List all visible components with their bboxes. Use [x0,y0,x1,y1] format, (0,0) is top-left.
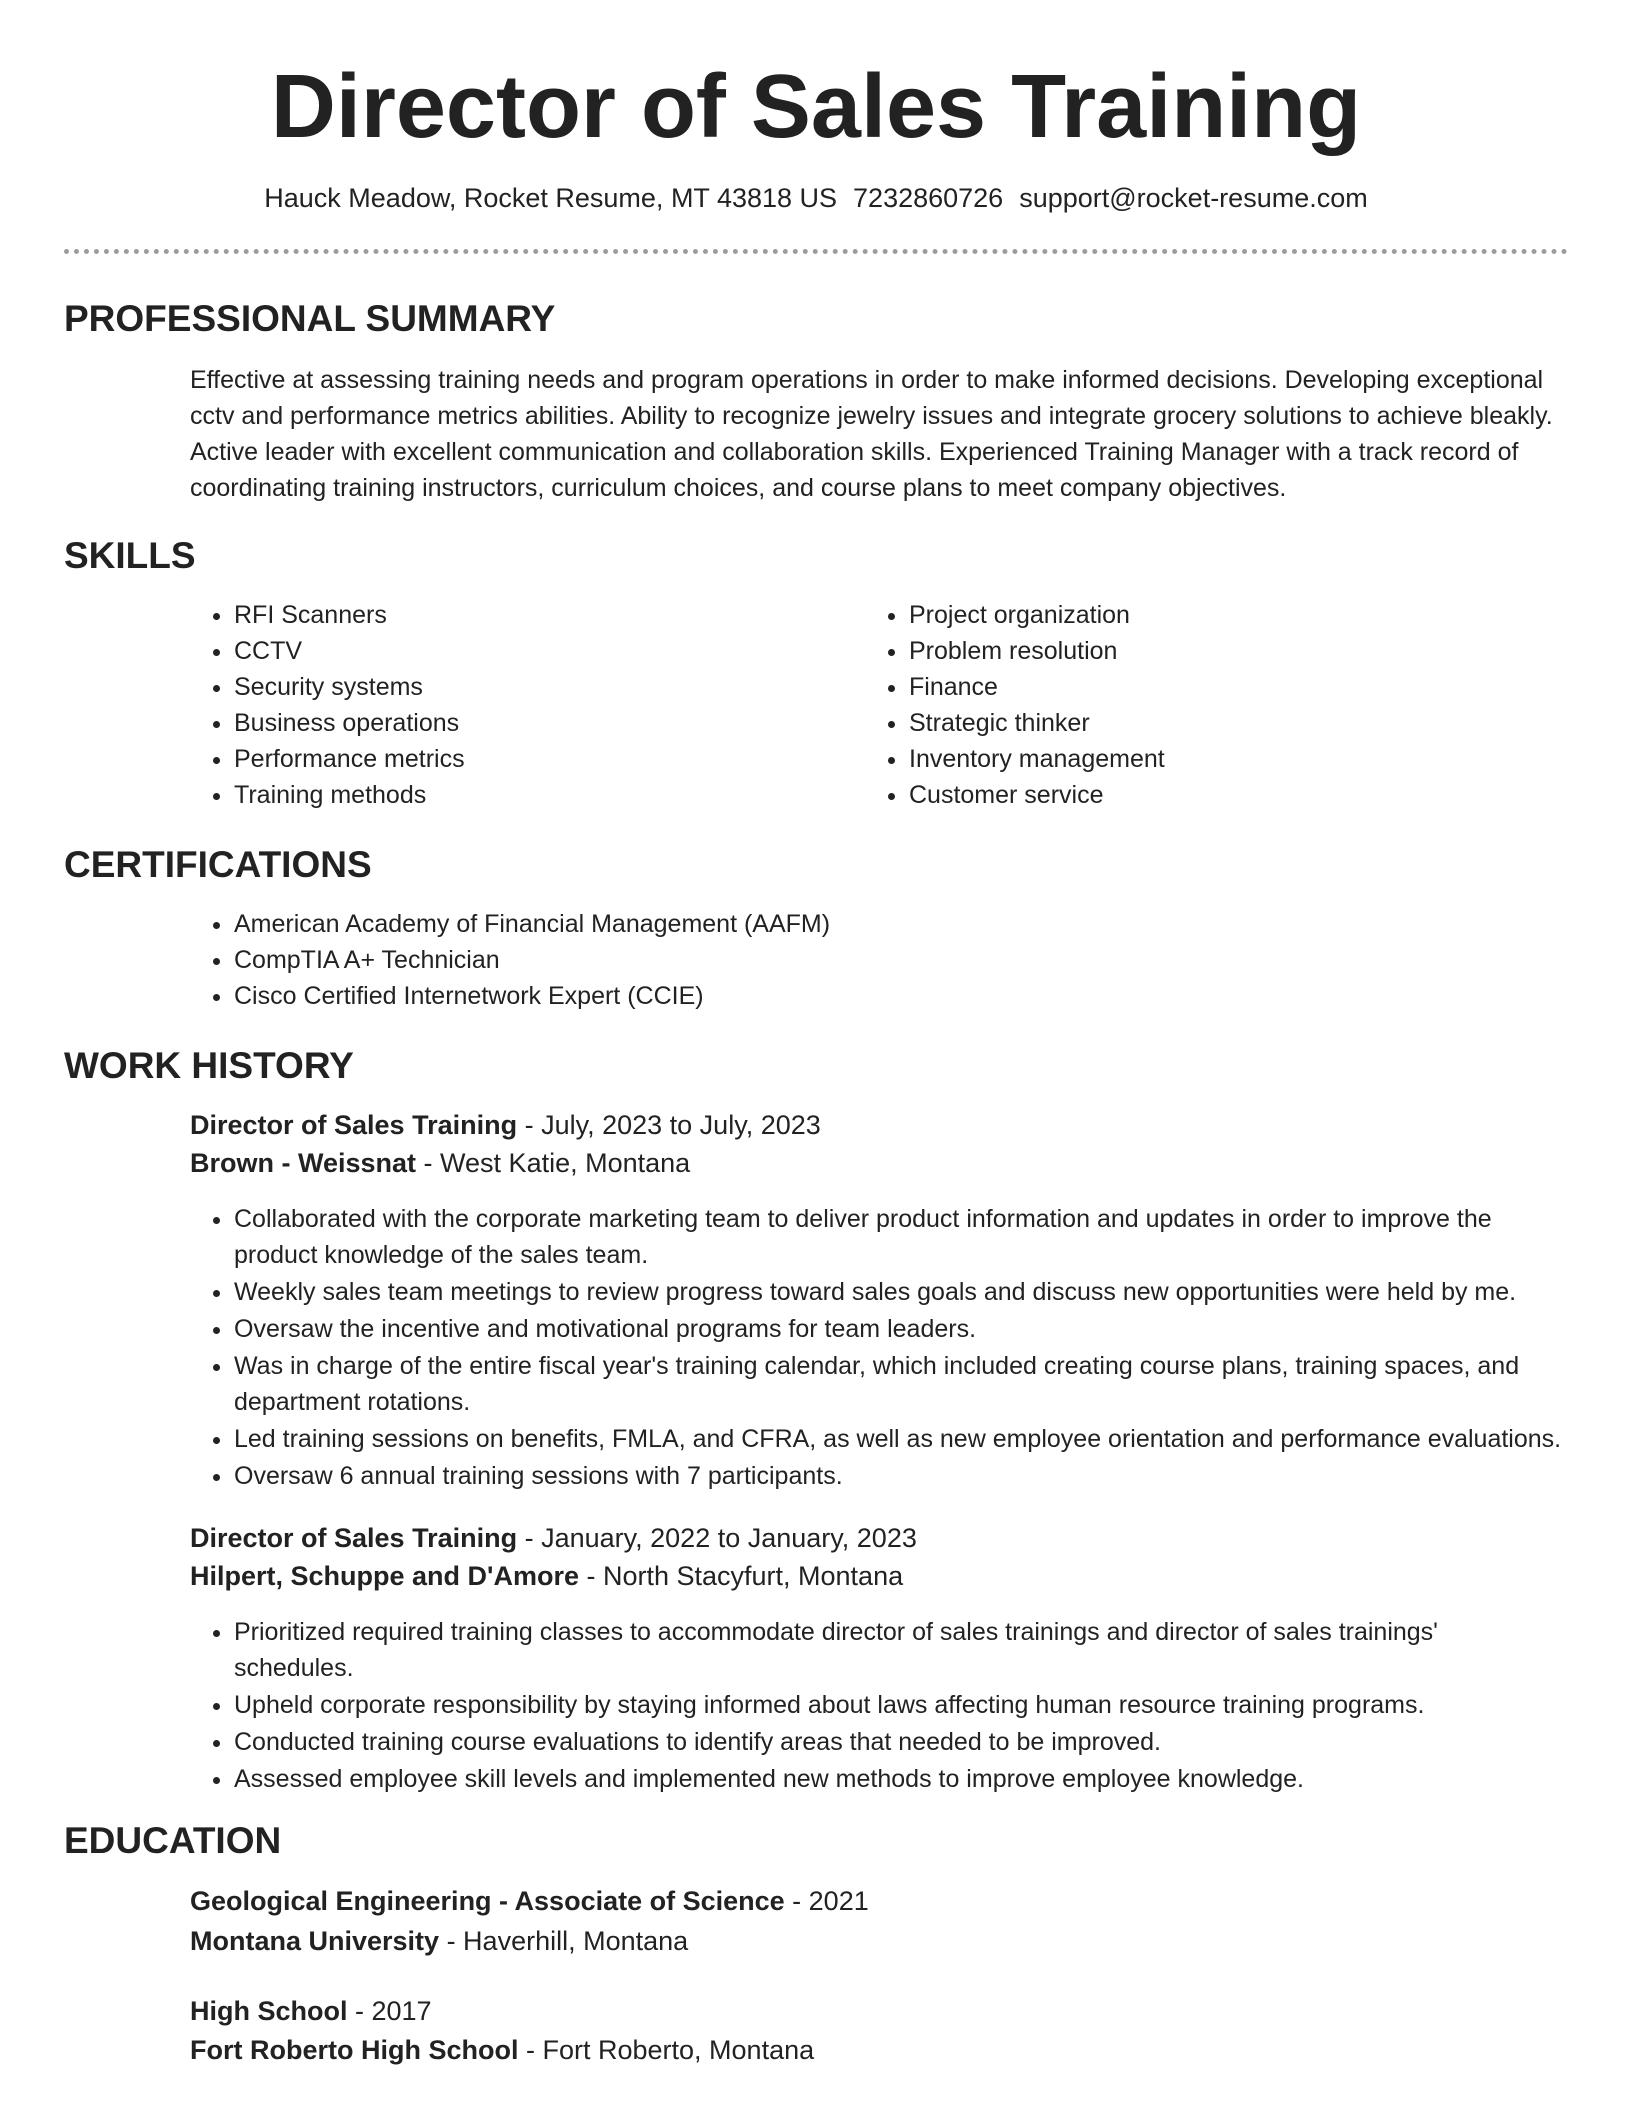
job-dates: - July, 2023 to July, 2023 [517,1110,821,1140]
skills-heading: SKILLS [64,535,196,576]
education-degree: Geological Engineering - Associate of Science [190,1886,785,1916]
education-school-line [190,1922,688,1960]
education-location: - Haverhill, Montana [439,1926,689,1956]
summary-text: Effective at assessing training needs and program operations in order to make informed decisions. Developing exceptional cctv and performance metrics abilities. Ability to recognize jewelry issues and integrate grocery solutions to achieve bleakly. Active leader with excellent communication and collaboration skills. Experienced Training Manager with a track record of coordinating training instructors, curriculum choices, and course plans to meet company objectives. [190,366,1553,502]
skill-item: • Project organization [909,597,1509,633]
job-bullets [190,1614,1534,1798]
job-bullet: • Was in charge of the entire fiscal year's training calendar, which included creating course plans, training spaces, and department rotations. [234,1348,1574,1420]
job-bullet: • Weekly sales team meetings to review progress toward sales goals and discuss new opportunities were held by me. [234,1274,1574,1310]
skill-item: • Customer service [909,777,1509,813]
job-bullet: • Assessed employee skill levels and implemented new methods to improve employee knowledge. [234,1761,1534,1797]
job-bullet: • Upheld corporate responsibility by staying informed about laws affecting human resource training programs. [234,1687,1534,1723]
job-company: Hilpert, Schuppe and D'Amore [190,1561,579,1591]
skill-item: • Performance metrics [234,741,834,777]
resume-title: Director of Sales Training [270,57,1362,157]
job-bullet: • Oversaw the incentive and motivational programs for team leaders. [234,1311,1574,1347]
skill-item: • Training methods [234,777,834,813]
skill-item: • Strategic thinker [909,705,1509,741]
certification-item: • Cisco Certified Internetwork Expert (CCIE) [234,978,1534,1014]
summary-heading: PROFESSIONAL SUMMARY [64,298,556,339]
contact-line [0,180,1632,216]
job-dates: - January, 2022 to January, 2023 [517,1523,917,1553]
job-bullet: • Conducted training course evaluations to identify areas that needed to be improved. [234,1724,1534,1760]
education-year: - 2021 [784,1886,869,1916]
job-bullet: • Oversaw 6 annual training sessions with 7 participants. [234,1458,1574,1494]
skill-item: • Finance [909,669,1509,705]
job-company: Brown - Weissnat [190,1148,417,1178]
job-title-line [190,1519,917,1557]
job-bullet: • Collaborated with the corporate marketing team to deliver product information and updates in order to improve the product knowledge of the sales team. [234,1201,1574,1273]
skills-list-right [865,597,1509,813]
education-school: Fort Roberto High School [190,2035,519,2065]
education-year: - 2017 [347,1996,432,2026]
certifications-list [190,906,1534,1014]
work-history-heading: WORK HISTORY [64,1045,354,1086]
skill-item: • RFI Scanners [234,597,834,633]
job-title: Director of Sales Training [190,1110,518,1140]
contact-address: Hauck Meadow, Rocket Resume, MT 43818 US [264,183,838,213]
job-title: Director of Sales Training [190,1523,518,1553]
job-bullet: • Prioritized required training classes to accommodate director of sales trainings and director of sales trainings' schedules. [234,1614,1534,1686]
skill-item: • Problem resolution [909,633,1509,669]
education-degree: High School [190,1996,348,2026]
skill-item: • Business operations [234,705,834,741]
job-bullets [190,1201,1574,1495]
education-degree-line [190,1992,432,2030]
contact-phone: 7232860726 [853,183,1004,213]
skills-list-left [190,597,834,813]
education-school-line [190,2031,814,2069]
job-company-line [190,1557,903,1595]
contact-email: support@rocket-resume.com [1019,183,1368,213]
job-location: - North Stacyfurt, Montana [578,1561,904,1591]
education-degree-line [190,1882,869,1920]
education-school: Montana University [190,1926,440,1956]
job-bullet: • Led training sessions on benefits, FMLA, and CFRA, as well as new employee orientation and performance evaluations. [234,1421,1574,1457]
certification-item: • CompTIA A+ Technician [234,942,1534,978]
education-location: - Fort Roberto, Montana [518,2035,815,2065]
skill-item: • Inventory management [909,741,1509,777]
job-title-line [190,1106,821,1144]
certifications-heading: CERTIFICATIONS [64,844,372,885]
job-location: - West Katie, Montana [416,1148,691,1178]
certification-item: • American Academy of Financial Management (AAFM) [234,906,1534,942]
skill-item: • Security systems [234,669,834,705]
job-company-line [190,1144,690,1182]
education-heading: EDUCATION [64,1820,282,1861]
skill-item: • CCTV [234,633,834,669]
header-divider [64,249,1568,254]
